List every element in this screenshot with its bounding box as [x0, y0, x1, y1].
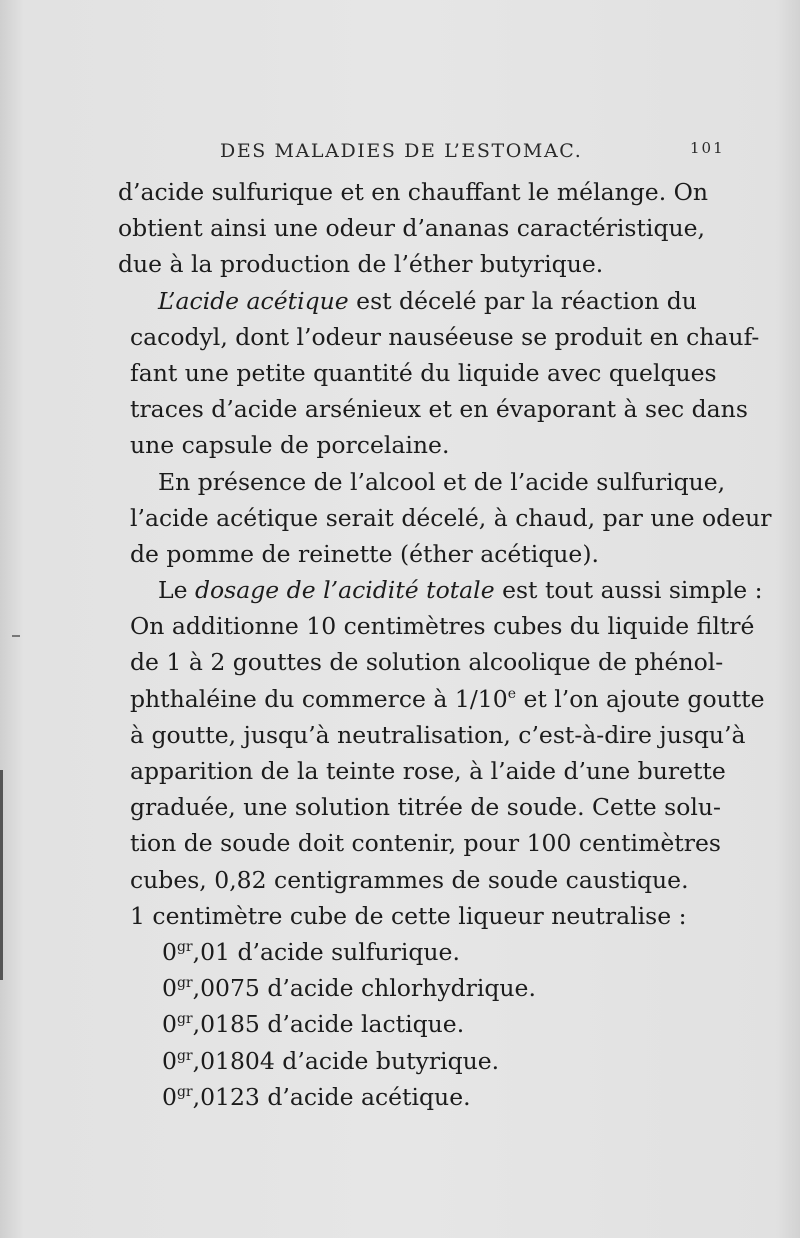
text-line: une capsule de porcelaine. — [130, 431, 450, 460]
text-span: est décelé par la réaction du — [348, 286, 697, 315]
text-line: En présence de l’alcool et de l’acide sulfurique, — [158, 467, 726, 496]
text-line: 1 centimètre cube de cette liqueur neutralise : — [130, 901, 687, 930]
text-line: de pomme de reinette (éther acétique). — [130, 539, 599, 568]
text-span: Le — [158, 576, 195, 605]
text-span: ,0123 d’acide acétique. — [192, 1082, 471, 1111]
text-line: fant une petite quantité du liquide avec quelques — [130, 358, 717, 387]
text-span: 0 — [162, 1046, 177, 1075]
text-line: apparition de la teinte rose, à l’aide d’une burette — [130, 757, 726, 785]
text-span: 0 — [162, 1010, 177, 1039]
running-header: DES MALADIES DE L’ESTOMAC. — [220, 140, 583, 162]
text-span: et l’on ajoute goutte — [515, 684, 765, 713]
text-line: obtient ainsi une odeur d’ananas caractéristique, — [118, 214, 705, 243]
italic-term: dosage de l’acidité totale — [194, 576, 495, 605]
list-item — [118, 1006, 728, 1042]
text-span: 0 — [162, 937, 177, 966]
text-line — [118, 283, 728, 319]
superscript: gr — [176, 1047, 193, 1064]
superscript: gr — [176, 975, 193, 992]
text-line: graduée, une solution titrée de soude. Cette solu- — [130, 793, 721, 822]
text-span: ,01804 d’acide butyrique. — [192, 1046, 500, 1075]
text-line: due à la production de l’éther butyrique. — [118, 250, 604, 279]
body-text — [118, 174, 772, 1115]
text-line: de 1 à 2 gouttes de solution alcoolique de phénol- — [130, 648, 724, 677]
text-line — [118, 681, 765, 717]
text-line: traces d’acide arsénieux et en évaporant à sec dans — [130, 395, 748, 424]
text-span: ,01 d’acide sulfurique. — [192, 937, 460, 966]
text-span: ,0075 d’acide chlorhydrique. — [192, 974, 536, 1003]
list-item — [118, 970, 728, 1006]
superscript: gr — [176, 939, 193, 956]
text-line: cacodyl, dont l’odeur nauséeuse se produit en chauf- — [130, 322, 760, 351]
page-edge-mark — [0, 770, 3, 980]
text-line: l’acide acétique serait décelé, à chaud, par une odeur — [130, 503, 772, 532]
text-line — [118, 572, 763, 608]
page-edge-tick — [12, 635, 20, 637]
text-line: tion de soude doit contenir, pour 100 centimètres — [130, 829, 721, 858]
text-line: On additionne 10 centimètres cubes du liquide filtré — [130, 612, 755, 641]
superscript: e — [507, 685, 516, 702]
text-span: phthaléine du commerce à 1/10 — [130, 684, 508, 713]
text-line: à goutte, jusqu’à neutralisation, c’est-à-dire jusqu’à — [130, 720, 746, 749]
superscript: gr — [176, 1083, 193, 1100]
text-span: est tout aussi simple : — [494, 576, 763, 605]
superscript: gr — [176, 1011, 193, 1028]
text-span: 0 — [162, 1082, 177, 1111]
list-item — [118, 1079, 728, 1115]
page-number: 101 — [690, 139, 725, 157]
italic-term: L’acide acétique — [158, 286, 349, 315]
text-span: ,0185 d’acide lactique. — [192, 1010, 465, 1039]
text-line: d’acide sulfurique et en chauffant le mélange. On — [118, 178, 709, 206]
list-item — [118, 934, 728, 970]
text-span: 0 — [162, 974, 177, 1003]
list-item — [118, 1043, 728, 1079]
text-line: cubes, 0,82 centigrammes de soude caustique. — [130, 865, 689, 894]
